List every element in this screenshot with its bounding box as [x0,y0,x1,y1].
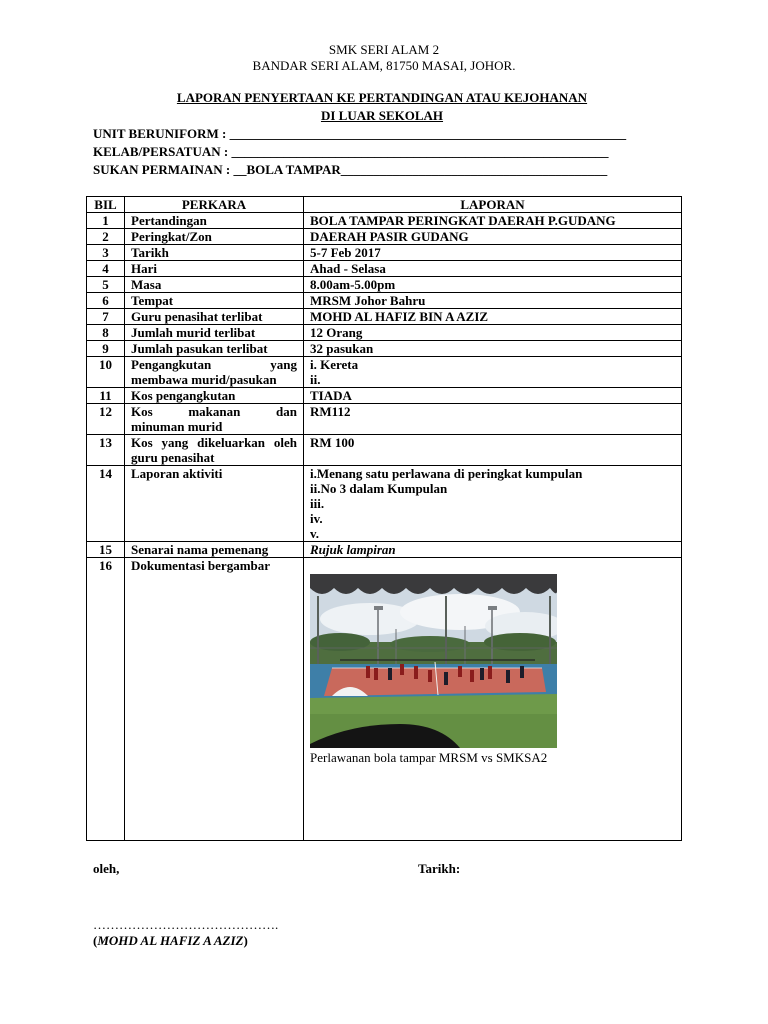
photo-caption: Perlawanan bola tampar MRSM vs SMKSA2 [310,750,548,765]
header-bil: BIL [87,197,125,213]
row-bil: 8 [87,325,125,341]
row-perkara-line: membawa murid/pasukan [131,372,277,387]
row-laporan-line: ii. [310,372,321,387]
header-address: BANDAR SERI ALAM, 81750 MASAI, JOHOR. [252,58,516,73]
report-table [86,196,682,841]
table-row [87,357,682,388]
field-unit-beruniform [93,126,626,142]
row-perkara [125,435,304,466]
table-row [87,466,682,542]
table-row [87,341,682,357]
row-perkara: Jumlah pasukan terlibat [125,341,304,357]
row-laporan [304,357,682,388]
signatory-name-text: MOHD AL HAFIZ A AZIZ [97,933,244,948]
row-perkara: Dokumentasi bergambar [125,558,304,841]
row-perkara: Tempat [125,293,304,309]
table-row [87,309,682,325]
row-laporan: BOLA TAMPAR PERINGKAT DAERAH P.GUDANG [304,213,682,229]
open-paren: ( [93,933,98,948]
row-laporan-line: i. Kereta [310,357,359,372]
row-bil: 12 [87,404,125,435]
header-laporan: LAPORAN [304,197,682,213]
row-laporan: MRSM Johor Bahru [304,293,682,309]
sukan-label: SUKAN PERMAINAN : [93,162,234,177]
table-row [87,293,682,309]
table-row [87,325,682,341]
table-row [87,229,682,245]
table-row [87,213,682,229]
sukan-value: __BOLA TAMPAR_________________________________________ [233,162,608,177]
row-laporan: MOHD AL HAFIZ BIN A AZIZ [304,309,682,325]
row-bil: 16 [87,558,125,841]
row-laporan: 32 pasukan [304,341,682,357]
row-laporan: 8.00am-5.00pm [304,277,682,293]
row-bil: 7 [87,309,125,325]
kelab-label: KELAB/PERSATUAN : [93,144,232,159]
field-kelab-persatuan [93,144,608,160]
report-title: LAPORAN PENYERTAAN KE PERTANDINGAN ATAU KEJOHANAN [176,90,588,105]
row-laporan: 5-7 Feb 2017 [304,245,682,261]
row-perkara-line: minuman murid [131,419,223,434]
volleyball-match-photo [310,574,557,748]
activity-line: iii. [310,496,325,511]
row-bil: 1 [87,213,125,229]
row-perkara: Kos pengangkutan [125,388,304,404]
report-subtitle: DI LUAR SEKOLAH [320,108,444,123]
row-bil: 3 [87,245,125,261]
row-bil: 11 [87,388,125,404]
row-bil: 4 [87,261,125,277]
row-laporan: RM112 [304,404,682,435]
activity-line: i.Menang satu perlawana di peringkat kumpulan [310,466,583,481]
row-laporan: Ahad - Selasa [304,261,682,277]
row-laporan: Rujuk lampiran [304,542,682,558]
table-header-row [87,197,682,213]
tarikh-label: Tarikh: [418,861,461,876]
row-perkara: Pertandingan [125,213,304,229]
row-perkara [125,404,304,435]
row-bil: 2 [87,229,125,245]
table-row [87,277,682,293]
row-laporan: RM 100 [304,435,682,466]
row-perkara: Peringkat/Zon [125,229,304,245]
table-row [87,542,682,558]
field-sukan-permainan [93,162,607,178]
table-row [87,261,682,277]
table-row [87,245,682,261]
row-laporan [304,558,682,841]
signatory-name [93,933,248,949]
row-perkara-line: Kos yang dikeluarkan oleh [131,435,297,450]
signature-line: ……………………………………. [93,917,279,932]
row-bil: 10 [87,357,125,388]
table-row [87,558,682,841]
row-bil: 13 [87,435,125,466]
table-row [87,404,682,435]
row-perkara: Laporan aktiviti [125,466,304,542]
row-perkara [125,357,304,388]
row-bil: 5 [87,277,125,293]
header-perkara: PERKARA [125,197,304,213]
row-perkara: Hari [125,261,304,277]
oleh-label: oleh, [93,861,120,876]
row-bil: 14 [87,466,125,542]
row-perkara: Jumlah murid terlibat [125,325,304,341]
unit-value: _____________________________________________________________ [229,126,627,141]
table-row [87,435,682,466]
table-row [87,388,682,404]
header-school: SMK SERI ALAM 2 [328,42,440,57]
row-bil: 6 [87,293,125,309]
row-perkara: Senarai nama pemenang [125,542,304,558]
row-perkara: Tarikh [125,245,304,261]
row-laporan: TIADA [304,388,682,404]
row-perkara-line: Kos makanan dan [131,404,297,419]
close-paren: ) [243,933,248,948]
row-perkara: Guru penasihat terlibat [125,309,304,325]
row-perkara-line: guru penasihat [131,450,215,465]
row-laporan: 12 Orang [304,325,682,341]
row-bil: 9 [87,341,125,357]
unit-label: UNIT BERUNIFORM : [93,126,230,141]
row-perkara-line: Pengangkutan yang [131,357,297,372]
row-laporan [304,466,682,542]
kelab-value: __________________________________________________________ [231,144,609,159]
activity-line: iv. [310,511,323,526]
activity-line: v. [310,526,320,541]
row-perkara: Masa [125,277,304,293]
row-laporan: DAERAH PASIR GUDANG [304,229,682,245]
activity-line: ii.No 3 dalam Kumpulan [310,481,448,496]
row-bil: 15 [87,542,125,558]
